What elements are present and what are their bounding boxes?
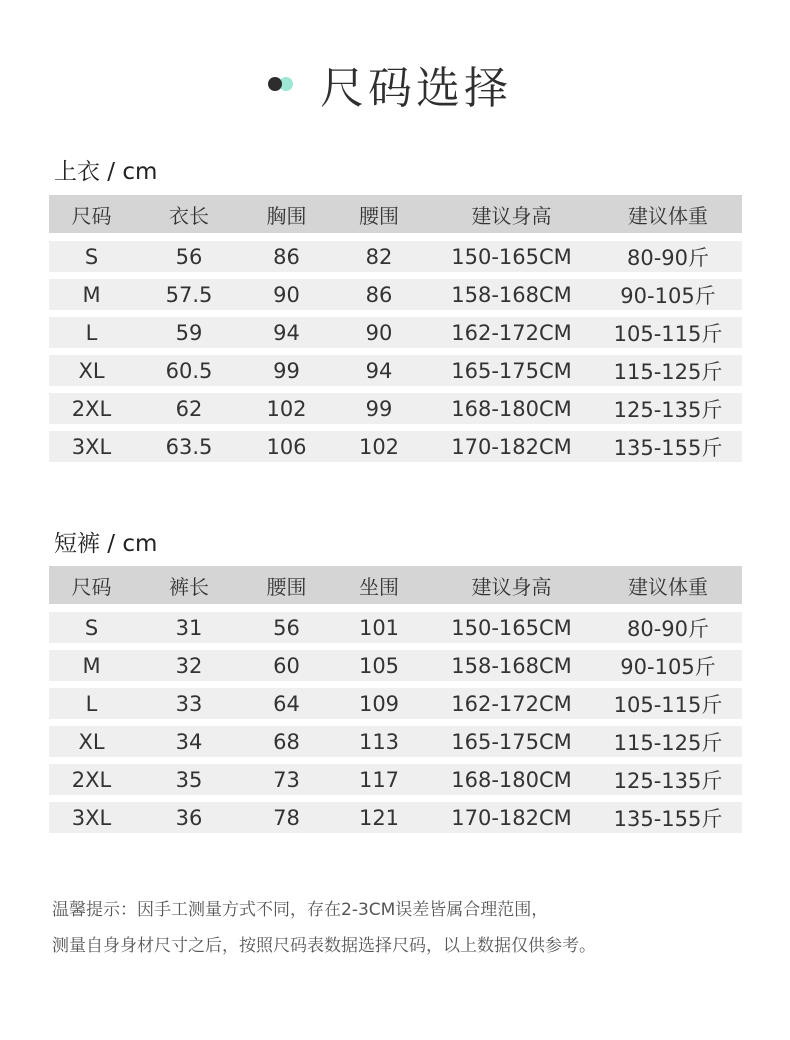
- table-cell: S: [49, 604, 134, 643]
- table-row: [49, 386, 742, 424]
- table-cell: 31: [134, 604, 244, 643]
- table-cell: 135-155斤: [594, 424, 742, 462]
- table-cell: 73: [244, 757, 329, 795]
- table-cell: 168-180CM: [429, 757, 594, 795]
- table-cell: 115-125斤: [594, 719, 742, 757]
- table-cell: 113: [329, 719, 429, 757]
- table-cell: 101: [329, 604, 429, 643]
- table-cell: 162-172CM: [429, 310, 594, 348]
- notes-block: [52, 892, 752, 964]
- table-row: [49, 424, 742, 462]
- table-cell: 34: [134, 719, 244, 757]
- note-line: 温馨提示：因手工测量方式不同，存在2-3CM误差皆属合理范围，: [52, 900, 549, 920]
- table-cell: 80-90斤: [594, 233, 742, 272]
- table-cell: 117: [329, 757, 429, 795]
- table-header-row: [49, 566, 742, 604]
- shorts-size-table: [49, 566, 742, 833]
- table-cell: L: [49, 310, 134, 348]
- table-cell: 105-115斤: [594, 310, 742, 348]
- table-cell: 90-105斤: [594, 272, 742, 310]
- table-cell: 94: [329, 348, 429, 386]
- column-header: 尺码: [49, 566, 134, 604]
- table-cell: 135-155斤: [594, 795, 742, 833]
- table-cell: XL: [49, 348, 134, 386]
- table-cell: 102: [244, 386, 329, 424]
- table-cell: 158-168CM: [429, 643, 594, 681]
- table-row: [49, 310, 742, 348]
- table-cell: 32: [134, 643, 244, 681]
- table-cell: S: [49, 233, 134, 272]
- table-cell: M: [49, 643, 134, 681]
- page-title: 尺码选择: [320, 63, 512, 114]
- table-cell: 63.5: [134, 424, 244, 462]
- table-row: [49, 719, 742, 757]
- table-cell: 86: [329, 272, 429, 310]
- table-cell: 99: [329, 386, 429, 424]
- shorts-section-label: 短裤 / cm: [54, 531, 158, 557]
- table-header-row: [49, 195, 742, 233]
- table-row: [49, 681, 742, 719]
- table-row: [49, 604, 742, 643]
- table-row: [49, 643, 742, 681]
- table-cell: 82: [329, 233, 429, 272]
- note-line: 测量自身身材尺寸之后，按照尺码表数据选择尺码，以上数据仅供参考。: [52, 936, 596, 956]
- table-cell: 62: [134, 386, 244, 424]
- table-cell: 78: [244, 795, 329, 833]
- table-cell: 105: [329, 643, 429, 681]
- table-cell: 90-105斤: [594, 643, 742, 681]
- table-cell: 56: [244, 604, 329, 643]
- table-cell: 105-115斤: [594, 681, 742, 719]
- table-cell: 158-168CM: [429, 272, 594, 310]
- table-cell: 59: [134, 310, 244, 348]
- table-cell: XL: [49, 719, 134, 757]
- table-row: [49, 795, 742, 833]
- table-cell: 170-182CM: [429, 795, 594, 833]
- table-cell: 165-175CM: [429, 719, 594, 757]
- column-header: 尺码: [49, 195, 134, 233]
- table-cell: L: [49, 681, 134, 719]
- table-row: [49, 272, 742, 310]
- column-header: 坐围: [329, 566, 429, 604]
- table-cell: 60: [244, 643, 329, 681]
- table-cell: 2XL: [49, 757, 134, 795]
- column-header: 腰围: [244, 566, 329, 604]
- column-header: 建议身高: [429, 566, 594, 604]
- table-cell: 170-182CM: [429, 424, 594, 462]
- page-header: [0, 52, 790, 116]
- tops-size-table: [49, 195, 742, 462]
- table-cell: 90: [244, 272, 329, 310]
- table-row: [49, 348, 742, 386]
- table-cell: 90: [329, 310, 429, 348]
- table-cell: 150-165CM: [429, 233, 594, 272]
- table-cell: 33: [134, 681, 244, 719]
- table-cell: 80-90斤: [594, 604, 742, 643]
- table-cell: 36: [134, 795, 244, 833]
- table-cell: 64: [244, 681, 329, 719]
- table-cell: 165-175CM: [429, 348, 594, 386]
- column-header: 建议体重: [594, 566, 742, 604]
- table-cell: 109: [329, 681, 429, 719]
- table-cell: 125-135斤: [594, 757, 742, 795]
- table-cell: 2XL: [49, 386, 134, 424]
- table-cell: 56: [134, 233, 244, 272]
- table-cell: 60.5: [134, 348, 244, 386]
- table-cell: 86: [244, 233, 329, 272]
- table-cell: 162-172CM: [429, 681, 594, 719]
- table-cell: 121: [329, 795, 429, 833]
- column-header: 衣长: [134, 195, 244, 233]
- table-cell: 57.5: [134, 272, 244, 310]
- tops-section-label: 上衣 / cm: [54, 159, 158, 185]
- table-cell: 99: [244, 348, 329, 386]
- column-header: 胸围: [244, 195, 329, 233]
- table-cell: 150-165CM: [429, 604, 594, 643]
- table-cell: 125-135斤: [594, 386, 742, 424]
- table-cell: 115-125斤: [594, 348, 742, 386]
- table-row: [49, 757, 742, 795]
- title-dots-icon: [268, 74, 298, 94]
- column-header: 建议身高: [429, 195, 594, 233]
- dark-dot-icon: [268, 77, 282, 91]
- table-cell: 94: [244, 310, 329, 348]
- table-cell: 102: [329, 424, 429, 462]
- table-cell: 106: [244, 424, 329, 462]
- table-cell: 3XL: [49, 424, 134, 462]
- table-cell: 68: [244, 719, 329, 757]
- column-header: 裤长: [134, 566, 244, 604]
- table-cell: 3XL: [49, 795, 134, 833]
- column-header: 建议体重: [594, 195, 742, 233]
- table-cell: 35: [134, 757, 244, 795]
- table-cell: M: [49, 272, 134, 310]
- table-cell: 168-180CM: [429, 386, 594, 424]
- column-header: 腰围: [329, 195, 429, 233]
- table-row: [49, 233, 742, 272]
